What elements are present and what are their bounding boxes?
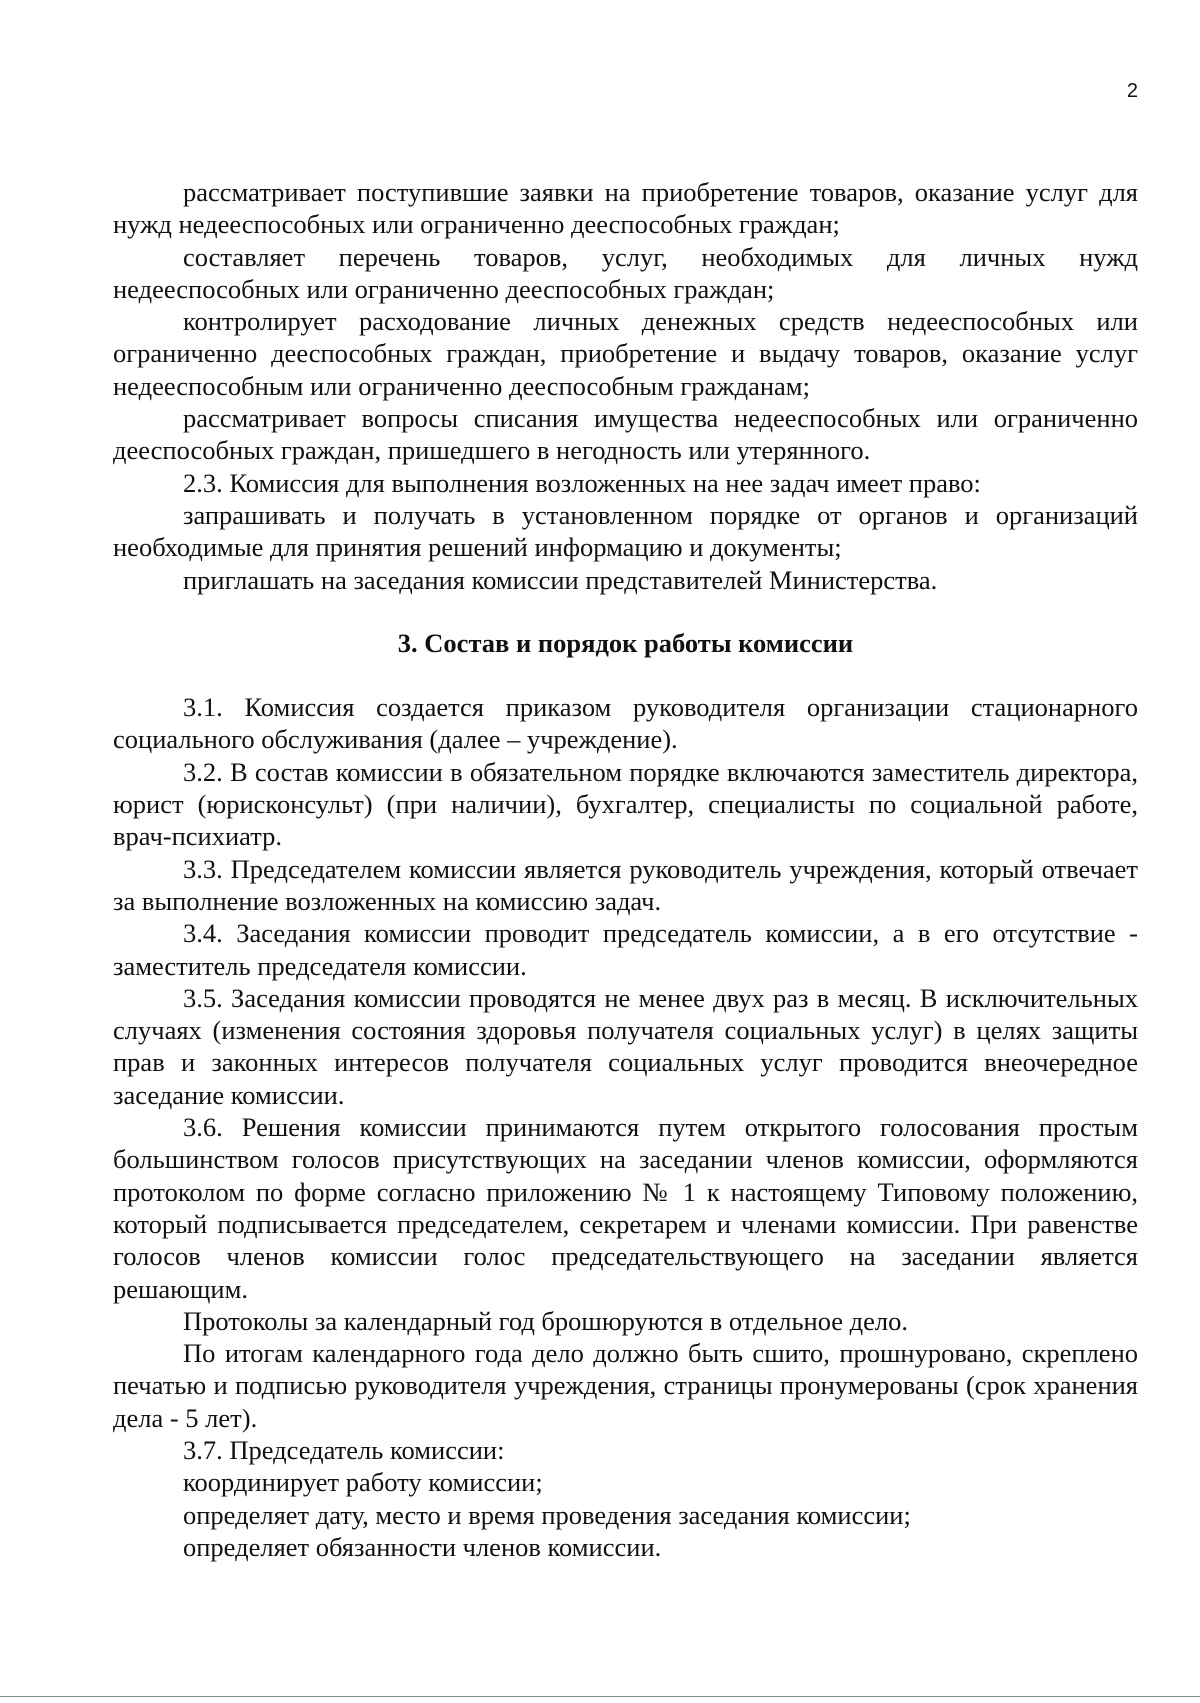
paragraph: 3.2. В состав комиссии в обязательном порядке включаются заместитель директора, юрист (юрисконсульт) (при наличии), бухгалтер, специалисты по социальной работе, врач-психиатр. — [113, 756, 1138, 852]
paragraph: 3.3. Председателем комиссии является руководитель учреждения, который отвечает за выполнение возложенных на комиссию задач. — [113, 853, 1138, 916]
document-body — [113, 176, 1138, 1563]
paragraph: запрашивать и получать в установленном порядке от органов и организаций необходимые для принятия решений информацию и документы; — [113, 499, 1138, 563]
paragraph: контролирует расходование личных денежных средств недееспособных или ограниченно дееспособных граждан, приобретение и выдачу товаров, оказание услуг недееспособным или ограниченно дееспособным гражданам; — [113, 306, 1138, 401]
paragraph: определяет дату, место и время проведения заседания комиссии; — [183, 1499, 911, 1530]
paragraph: определяет обязанности членов комиссии. — [183, 1531, 662, 1562]
paragraph: По итогам календарного года дело должно быть сшито, прошнуровано, скреплено печатью и подписью руководителя учреждения, страницы пронумерованы (срок хранения дела - 5 лет). — [113, 1338, 1138, 1433]
scan-edge-line — [0, 1696, 1200, 1697]
page-number: 2 — [1126, 80, 1138, 102]
paragraph: рассматривает поступившие заявки на приобретение товаров, оказание услуг для нужд недееспособных или ограниченно дееспособных граждан; — [113, 177, 1138, 240]
paragraph: Протоколы за календарный год брошюруются в отдельное дело. — [183, 1305, 909, 1336]
spacer — [113, 659, 1138, 691]
paragraph: 3.6. Решения комиссии принимаются путем открытого голосования простым большинством голосов присутствующих на заседании членов комиссии, оформляются протоколом по форме согласно приложению № 1 к настоящему Типовому положению, который подписывается председателем, секретарем и членами комиссии. При равенстве голосов членов комиссии голос председательствующего на заседании является решающим. — [113, 1112, 1138, 1304]
paragraph: координирует работу комиссии; — [183, 1467, 543, 1498]
section-heading: 3. Состав и порядок работы комиссии — [397, 627, 854, 658]
paragraph: 3.5. Заседания комиссии проводятся не менее двух раз в месяц. В исключительных случаях (изменения состояния здоровья получателя социальных услуг) в целях защиты прав и законных интересов получателя социальных услуг проводится внеочередное заседание комиссии. — [113, 982, 1138, 1110]
paragraph: 3.4. Заседания комиссии проводит председатель комиссии, а в его отсутствие - заместитель председателя комиссии. — [113, 918, 1138, 981]
paragraph: 3.7. Председатель комиссии: — [183, 1434, 505, 1465]
paragraph: 3.1. Комиссия создается приказом руководителя организации стационарного социального обслуживания (далее – учреждение). — [113, 692, 1138, 755]
paragraph: составляет перечень товаров, услуг, необходимых для личных нужд недееспособных или ограниченно дееспособных граждан; — [113, 241, 1138, 304]
paragraph: рассматривает вопросы списания имущества недееспособных или ограниченно дееспособных граждан, пришедшего в негодность или утерянного. — [113, 403, 1138, 466]
paragraph: приглашать на заседания комиссии представителей Министерства. — [183, 564, 938, 595]
spacer — [113, 596, 1138, 627]
paragraph: 2.3. Комиссия для выполнения возложенных на нее задач имеет право: — [183, 467, 981, 498]
